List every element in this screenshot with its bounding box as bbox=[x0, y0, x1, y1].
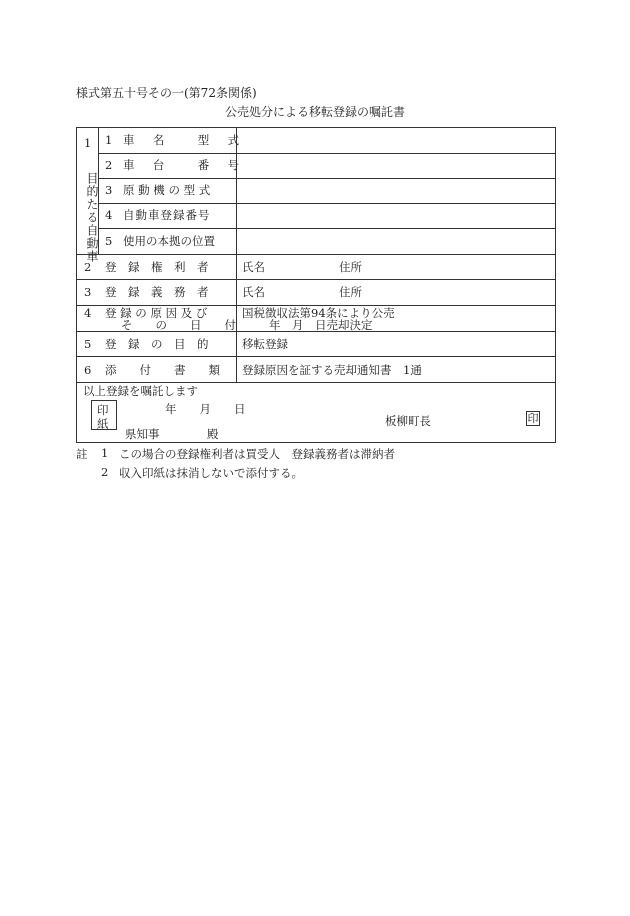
section1-vertical-label: 目的たる自動車 bbox=[85, 172, 99, 263]
cause-label-line2: そ の 日 付 bbox=[121, 318, 236, 332]
owner-name-label: 氏名 bbox=[242, 260, 265, 274]
row-divider bbox=[98, 203, 556, 204]
note-text: 収入印紙は抹消しないで添付する。 bbox=[119, 466, 303, 480]
item-number: 3 bbox=[105, 183, 113, 197]
purpose-value: 移転登録 bbox=[242, 337, 288, 351]
form-title: 公売処分による移転登録の嘱託書 bbox=[224, 105, 405, 119]
row-number: 4 bbox=[84, 306, 92, 320]
obligor-label: 登 録 義 務 者 bbox=[105, 285, 209, 299]
item-label-registration-number: 自動車登録番号 bbox=[123, 208, 211, 222]
item-number: 4 bbox=[105, 208, 113, 222]
cause-label-line1: 登 録 の 原 因 及 び bbox=[105, 306, 208, 320]
attachment-label: 添 付 書 類 bbox=[105, 363, 220, 377]
request-text: 以上登録を嘱託します bbox=[83, 384, 198, 398]
date-field: 年 月 日 bbox=[165, 402, 246, 416]
attachment-value: 登録原因を証する売却通知書 1通 bbox=[242, 363, 422, 377]
item-number: 1 bbox=[105, 133, 113, 147]
cause-value-line1: 国税徴収法第94条により公売 bbox=[242, 306, 395, 320]
obligor-name-label: 氏名 bbox=[242, 285, 265, 299]
revenue-stamp-box bbox=[91, 400, 117, 430]
item-label-vehicle-model: 車 名 型 式 bbox=[123, 133, 243, 147]
sender-name: 板柳町長 bbox=[385, 414, 431, 428]
row-divider bbox=[98, 153, 556, 154]
row-divider bbox=[98, 228, 556, 229]
item-number: 5 bbox=[105, 234, 113, 248]
section1-number: 1 bbox=[84, 136, 92, 150]
row-divider bbox=[77, 254, 555, 255]
owner-label: 登 録 権 利 者 bbox=[105, 260, 209, 274]
row-divider bbox=[77, 356, 555, 357]
note-text: この場合の登録権利者は買受人 登録義務者は滞納者 bbox=[119, 447, 395, 461]
obligor-address-label: 住所 bbox=[339, 285, 362, 299]
note-number: 1 bbox=[101, 446, 109, 460]
commission-form-table bbox=[76, 127, 556, 443]
purpose-label: 登 録 の 目 的 bbox=[105, 337, 209, 351]
note-number: 2 bbox=[101, 465, 109, 479]
row-number: 5 bbox=[84, 337, 92, 351]
notes-label: 註 bbox=[76, 447, 88, 461]
item-number: 2 bbox=[105, 158, 113, 172]
row-number: 3 bbox=[84, 285, 92, 299]
stamp-char: 紙 bbox=[97, 417, 109, 431]
governor-label: 県知事 bbox=[125, 427, 160, 441]
item-label-chassis-number: 車 台 番 号 bbox=[123, 158, 243, 172]
row-number: 6 bbox=[84, 363, 92, 377]
row-divider bbox=[98, 178, 556, 179]
form-number: 様式第五十号その一(第72条関係) bbox=[76, 86, 257, 100]
owner-address-label: 住所 bbox=[339, 260, 362, 274]
item-label-engine-model: 原 動 機 の 型 式 bbox=[123, 183, 211, 197]
row-number: 2 bbox=[84, 260, 92, 274]
stamp-char: 印 bbox=[97, 403, 109, 417]
request-section bbox=[77, 382, 555, 443]
row-divider bbox=[77, 279, 555, 280]
cause-value-line2: 年 月 日売却決定 bbox=[269, 318, 373, 332]
seal-icon: 印 bbox=[527, 412, 539, 425]
item-label-base-location: 使用の本拠の位置 bbox=[123, 234, 215, 248]
honorific: 殿 bbox=[207, 427, 219, 441]
